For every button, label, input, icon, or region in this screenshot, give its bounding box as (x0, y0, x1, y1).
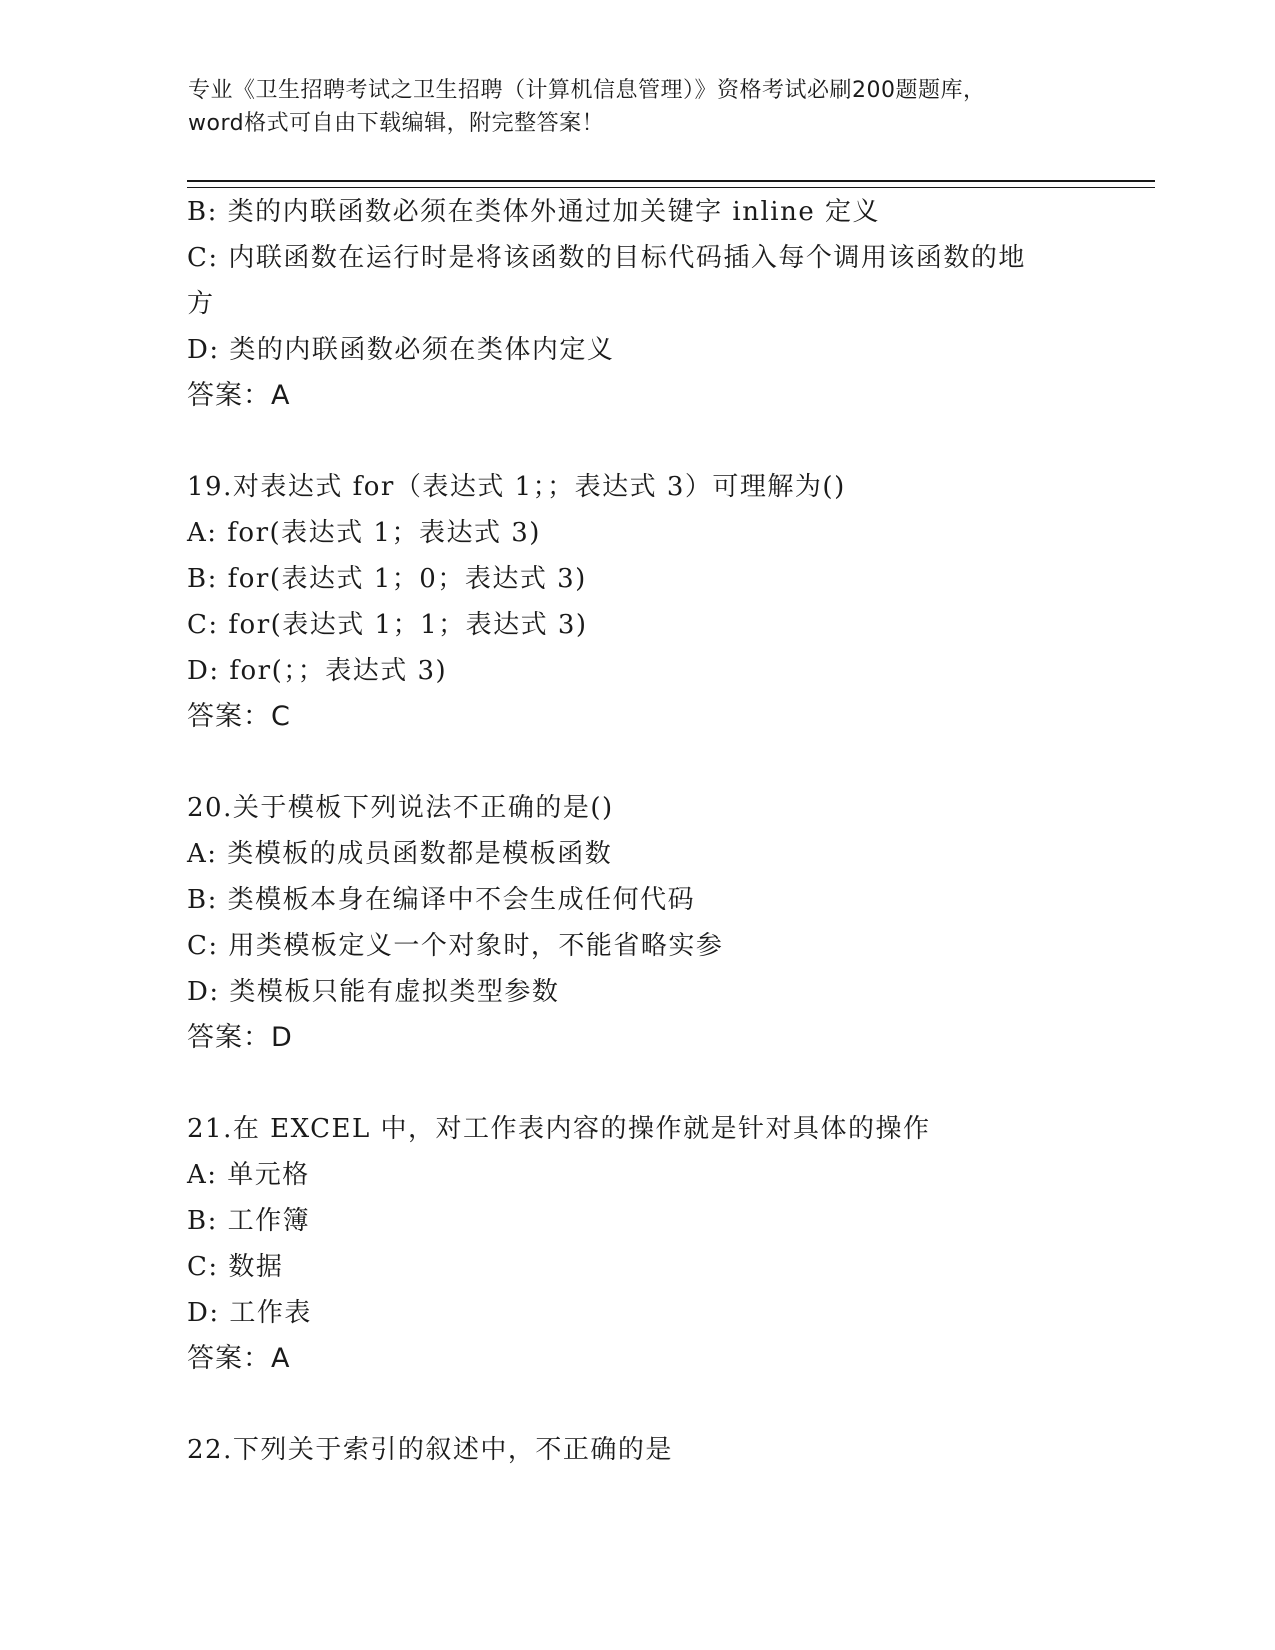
option-a: A: 单元格 (187, 1160, 310, 1190)
document-header (188, 74, 1088, 140)
header-line-2: word格式可自由下载编辑，附完整答案！ (188, 111, 605, 136)
spacer (187, 419, 1087, 464)
question-21 (187, 1106, 1087, 1382)
answer: 答案：A (187, 1343, 291, 1374)
question-20 (187, 785, 1087, 1061)
option-c: C: 数据 (187, 1252, 284, 1282)
option-d: D: 类模板只能有虚拟类型参数 (187, 977, 560, 1007)
option-d: D: 工作表 (187, 1298, 312, 1328)
spacer (187, 1061, 1087, 1106)
question-content (187, 189, 1087, 1473)
option-a: A: 类模板的成员函数都是模板函数 (187, 839, 613, 869)
option-b: B: 类模板本身在编译中不会生成任何代码 (187, 885, 696, 915)
option-b: B: 类的内联函数必须在类体外通过加关键字 inline 定义 (187, 197, 880, 227)
answer: 答案：D (187, 1022, 293, 1053)
header-divider (187, 180, 1155, 188)
question-text: 19.对表达式 for（表达式 1；；表达式 3）可理解为() (187, 472, 846, 502)
answer: 答案：A (187, 380, 291, 411)
question-19 (187, 464, 1087, 740)
option-b: B: 工作簿 (187, 1206, 311, 1236)
option-b: B: for(表达式 1；0；表达式 3) (187, 564, 587, 594)
header-line-1: 专业《卫生招聘考试之卫生招聘（计算机信息管理）》资格考试必刷200题题库， (188, 78, 986, 103)
spacer (187, 1382, 1087, 1427)
option-c: C: 用类模板定义一个对象时，不能省略实参 (187, 931, 724, 961)
question-text: 22.下列关于索引的叙述中，不正确的是 (187, 1435, 673, 1465)
option-c: C: 内联函数在运行时是将该函数的目标代码插入每个调用该函数的地 (187, 243, 1026, 273)
option-d: D: for(；；表达式 3) (187, 656, 448, 686)
question-text: 20.关于模板下列说法不正确的是() (187, 793, 614, 823)
question-18-tail (187, 189, 1087, 419)
answer: 答案：C (187, 701, 291, 732)
option-c: C: for(表达式 1；1；表达式 3) (187, 610, 588, 640)
option-c-continued: 方 (187, 289, 215, 319)
option-d: D: 类的内联函数必须在类体内定义 (187, 335, 615, 365)
option-a: A: for(表达式 1；表达式 3) (187, 518, 541, 548)
question-text: 21.在 EXCEL 中，对工作表内容的操作就是针对具体的操作 (187, 1114, 931, 1144)
spacer (187, 740, 1087, 785)
question-22 (187, 1427, 1087, 1473)
